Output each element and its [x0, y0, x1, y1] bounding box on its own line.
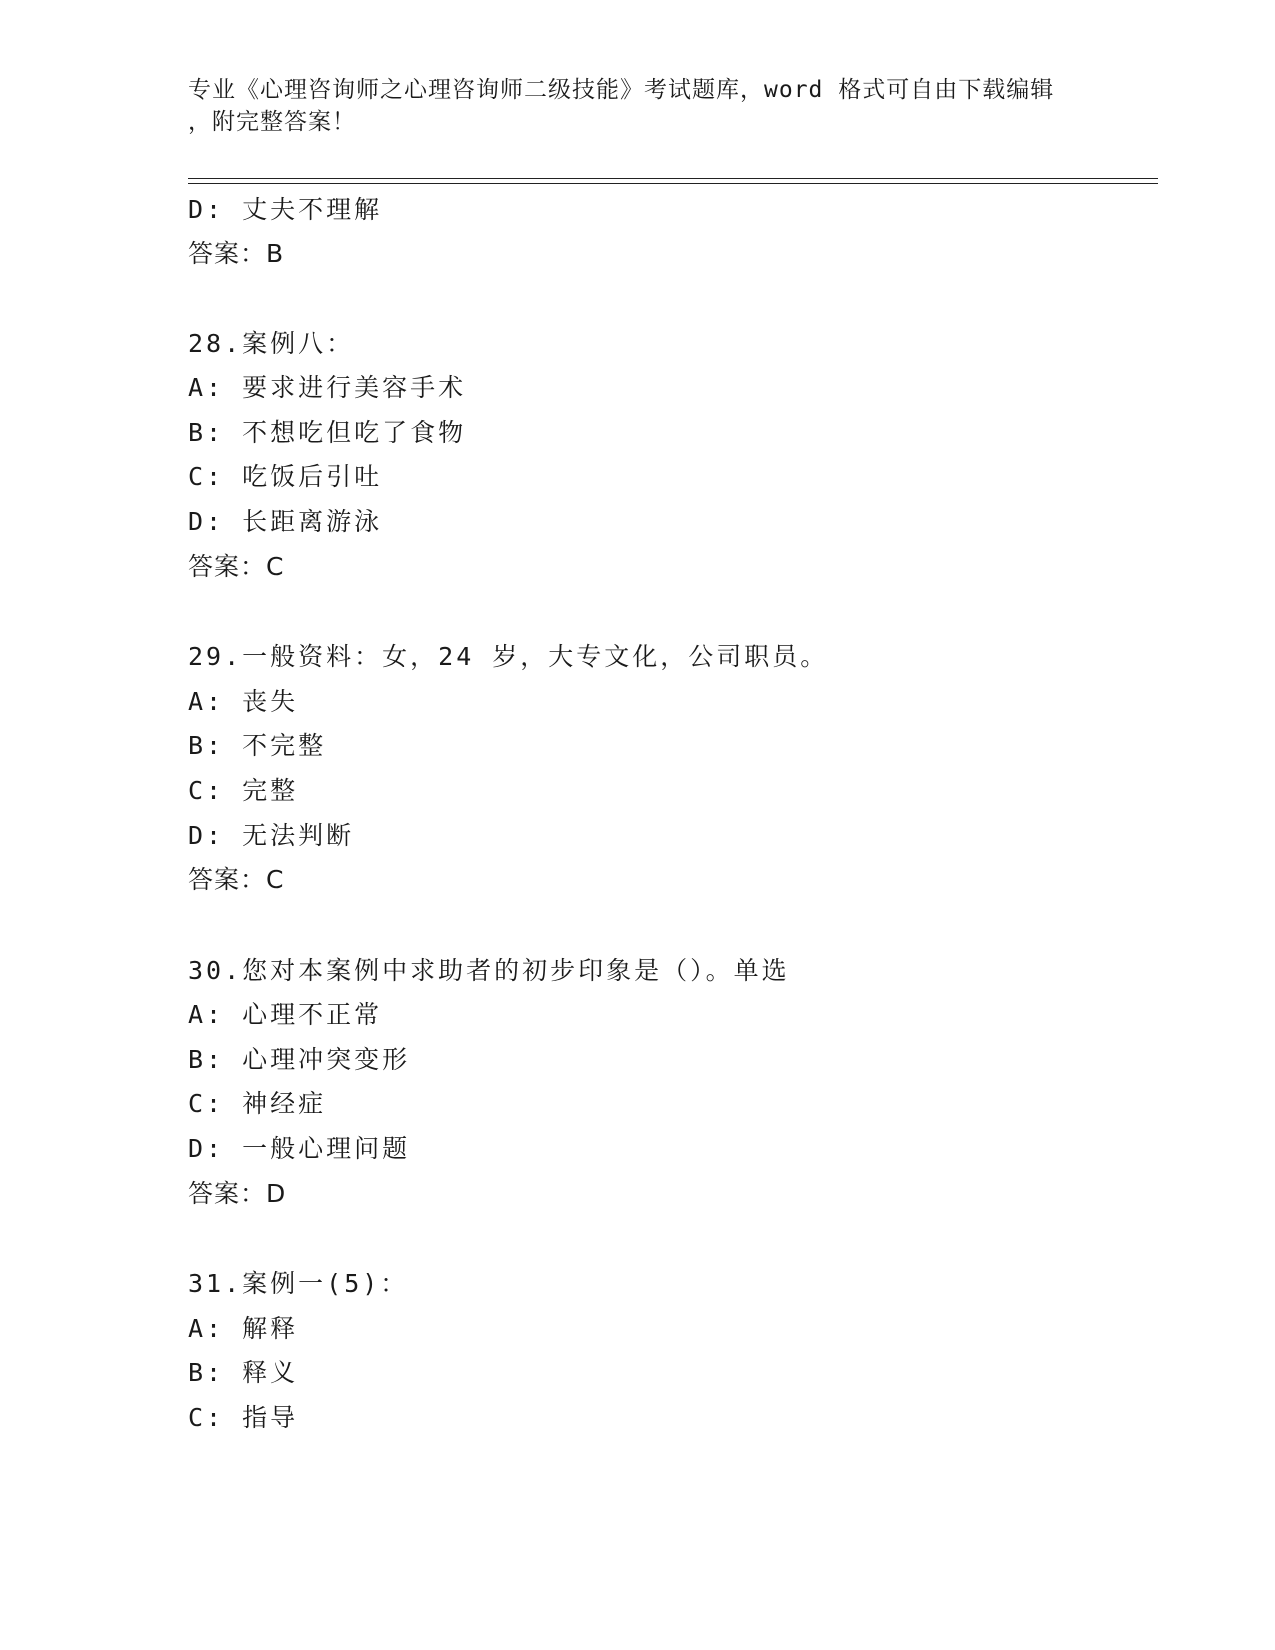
q31-option-c: C: 指导 — [188, 1403, 299, 1432]
q29-option-a: A: 丧失 — [188, 687, 299, 716]
q27-option-d: D: 丈夫不理解 — [188, 195, 383, 224]
header-line-1: 专业《心理咨询师之心理咨询师二级技能》考试题库，word 格式可自由下载编辑 — [188, 77, 1055, 103]
document-header — [188, 74, 1088, 138]
header-divider-top — [188, 178, 1158, 179]
q28-option-c: C: 吃饭后引吐 — [188, 462, 383, 491]
q29-option-d: D: 无法判断 — [188, 821, 355, 850]
q27-answer: 答案：B — [188, 239, 285, 268]
q28-answer: 答案：C — [188, 552, 285, 581]
q28-option-b: B: 不想吃但吃了食物 — [188, 418, 467, 447]
q31-option-b: B: 释义 — [188, 1358, 299, 1387]
q29-question: 29.一般资料：女，24 岁，大专文化，公司职员。 — [188, 642, 829, 671]
q31-question: 31.案例一(5)： — [188, 1269, 409, 1298]
q30-option-c: C: 神经症 — [188, 1089, 327, 1118]
q30-option-b: B: 心理冲突变形 — [188, 1045, 411, 1074]
q29-answer: 答案：C — [188, 865, 285, 894]
q30-option-a: A: 心理不正常 — [188, 1000, 383, 1029]
q30-answer: 答案：D — [188, 1179, 287, 1208]
q29-option-c: C: 完整 — [188, 776, 299, 805]
q28-question: 28.案例八： — [188, 329, 355, 358]
q30-option-d: D: 一般心理问题 — [188, 1134, 411, 1163]
q31-option-a: A: 解释 — [188, 1314, 299, 1343]
q30-question: 30.您对本案例中求助者的初步印象是（）。单选 — [188, 956, 790, 985]
header-line-2: ，附完整答案！ — [188, 109, 356, 135]
q29-option-b: B: 不完整 — [188, 731, 327, 760]
header-divider-bottom — [188, 183, 1158, 184]
q28-option-a: A: 要求进行美容手术 — [188, 373, 467, 402]
q28-option-d: D: 长距离游泳 — [188, 507, 383, 536]
